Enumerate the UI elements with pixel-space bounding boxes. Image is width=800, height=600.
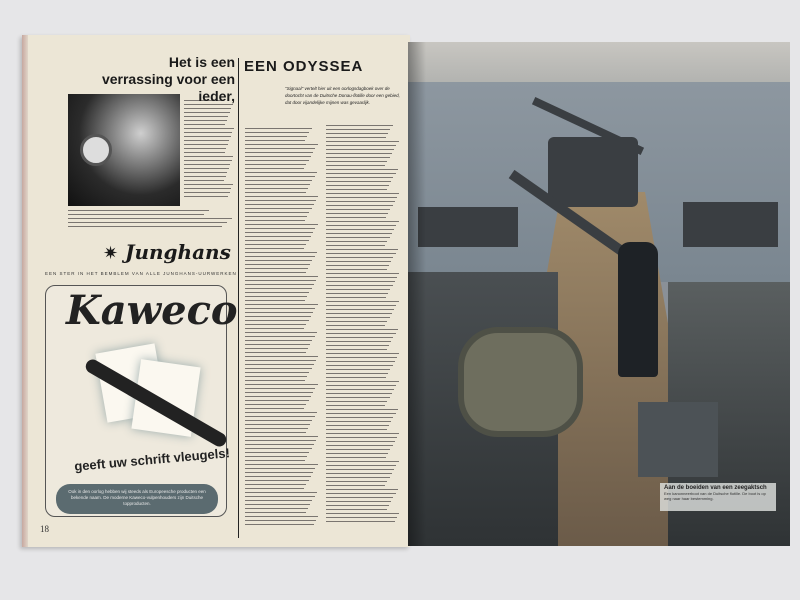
text-line xyxy=(326,249,398,250)
text-line xyxy=(326,413,396,414)
text-line xyxy=(326,153,392,154)
text-line xyxy=(184,188,231,189)
text-line xyxy=(184,148,226,149)
text-line xyxy=(245,192,306,193)
text-line xyxy=(326,129,390,130)
page-gutter-shadow xyxy=(408,42,426,546)
text-line xyxy=(245,172,317,173)
text-line xyxy=(245,336,315,337)
text-line xyxy=(326,461,399,462)
text-line xyxy=(326,209,390,210)
article-column-2 xyxy=(326,125,400,525)
text-line xyxy=(326,313,392,314)
text-line xyxy=(245,500,312,501)
text-line xyxy=(245,428,308,429)
text-line xyxy=(245,220,305,221)
article-intro xyxy=(285,85,400,106)
text-line xyxy=(326,221,399,222)
text-line xyxy=(326,437,397,438)
text-line xyxy=(326,329,398,330)
text-line xyxy=(326,281,395,282)
text-line xyxy=(68,218,232,219)
text-line xyxy=(245,260,312,261)
text-line xyxy=(184,184,233,185)
text-line xyxy=(245,496,315,497)
text-line xyxy=(326,137,386,138)
text-line xyxy=(245,476,311,477)
text-line xyxy=(326,349,387,350)
deck-structure xyxy=(418,207,518,247)
text-line xyxy=(245,132,309,133)
text-line xyxy=(245,348,308,349)
clock-icon xyxy=(80,134,112,166)
text-line xyxy=(326,513,399,514)
gun-turret xyxy=(548,137,638,207)
text-line xyxy=(245,440,316,441)
text-line xyxy=(326,421,391,422)
text-line xyxy=(184,176,226,177)
text-line xyxy=(245,480,309,481)
text-line xyxy=(184,196,228,197)
text-line xyxy=(326,393,392,394)
junghans-body-text-bottom xyxy=(68,210,234,230)
text-line xyxy=(184,144,228,145)
text-line xyxy=(245,360,316,361)
kaweco-footer: Ook in den oorlog hebben wij steeds als Europeesche producten een bekende naam. De moderne Kaweco-vulpenhouders zijn Duitsche topproducten. xyxy=(56,484,218,514)
text-line xyxy=(245,288,312,289)
text-line xyxy=(326,257,393,258)
text-line xyxy=(245,136,307,137)
text-line xyxy=(245,520,316,521)
text-line xyxy=(326,193,399,194)
text-line xyxy=(245,472,313,473)
text-line xyxy=(326,509,387,510)
text-line xyxy=(326,433,399,434)
text-line xyxy=(245,168,304,169)
text-line xyxy=(326,237,390,238)
text-line xyxy=(245,368,312,369)
text-line xyxy=(326,477,390,478)
text-line xyxy=(245,160,309,161)
text-line xyxy=(326,173,396,174)
text-line xyxy=(245,508,308,509)
text-line xyxy=(326,489,398,490)
text-line xyxy=(326,449,390,450)
text-line xyxy=(326,149,394,150)
text-line xyxy=(245,208,312,209)
text-line xyxy=(326,217,386,218)
text-line xyxy=(326,425,389,426)
text-line xyxy=(326,369,390,370)
text-line xyxy=(245,128,312,129)
text-line xyxy=(245,316,311,317)
text-line xyxy=(326,441,395,442)
text-line xyxy=(245,376,307,377)
text-line xyxy=(326,377,386,378)
text-line xyxy=(326,345,389,346)
text-line xyxy=(245,448,312,449)
text-line xyxy=(245,216,307,217)
text-line xyxy=(245,276,318,277)
text-line xyxy=(326,325,385,326)
kaweco-slogan: geeft uw schrift vleugels! xyxy=(73,445,231,474)
text-line xyxy=(245,284,314,285)
text-line xyxy=(326,225,396,226)
text-line xyxy=(326,293,388,294)
text-line xyxy=(245,240,309,241)
text-line xyxy=(245,352,306,353)
text-line xyxy=(245,324,306,325)
page-edge xyxy=(22,35,28,547)
text-line xyxy=(326,457,386,458)
text-line xyxy=(326,497,393,498)
text-line xyxy=(326,493,396,494)
hatch xyxy=(638,402,718,477)
article-column-1 xyxy=(245,128,319,528)
text-line xyxy=(184,116,228,117)
text-line xyxy=(326,233,392,234)
caption-title: Aan de boeiden van een zeegaktsch xyxy=(664,485,767,491)
text-line xyxy=(245,152,313,153)
text-line xyxy=(245,392,313,393)
text-line xyxy=(245,300,305,301)
text-line xyxy=(184,164,230,165)
text-line xyxy=(245,400,309,401)
text-line xyxy=(326,317,390,318)
text-line xyxy=(245,396,311,397)
text-line xyxy=(245,184,310,185)
text-line xyxy=(184,120,227,121)
text-line xyxy=(326,169,398,170)
text-line xyxy=(245,340,312,341)
text-line xyxy=(326,365,393,366)
text-line xyxy=(245,408,304,409)
text-line xyxy=(326,241,387,242)
text-line xyxy=(68,214,204,215)
text-line xyxy=(68,226,222,227)
text-line xyxy=(245,372,309,373)
text-line xyxy=(245,404,306,405)
text-line xyxy=(245,156,311,157)
text-line xyxy=(245,424,310,425)
text-line xyxy=(326,389,394,390)
text-line xyxy=(245,488,304,489)
text-line xyxy=(326,277,397,278)
text-line xyxy=(245,492,317,493)
text-line xyxy=(326,177,393,178)
text-line xyxy=(245,264,310,265)
text-line xyxy=(326,505,389,506)
text-line xyxy=(326,333,396,334)
text-line xyxy=(245,388,315,389)
text-line xyxy=(245,512,306,513)
text-line xyxy=(326,445,393,446)
text-line xyxy=(184,168,229,169)
junghans-star-icon: ✷ xyxy=(103,243,119,263)
text-line xyxy=(245,452,309,453)
text-line xyxy=(326,141,399,142)
text-line xyxy=(184,124,225,125)
text-line xyxy=(326,245,385,246)
text-line xyxy=(245,244,306,245)
junghans-headline: Het is een verrassing voor een ieder, xyxy=(101,54,235,104)
text-line xyxy=(245,460,305,461)
text-line xyxy=(245,312,313,313)
text-line xyxy=(245,236,311,237)
text-line xyxy=(326,469,394,470)
text-line xyxy=(245,328,304,329)
text-line xyxy=(245,144,318,145)
inflatable-dinghy xyxy=(458,327,583,437)
text-line xyxy=(326,181,391,182)
text-line xyxy=(326,145,396,146)
text-line xyxy=(326,473,392,474)
text-line xyxy=(326,465,396,466)
text-line xyxy=(326,265,389,266)
text-line xyxy=(245,248,304,249)
text-line xyxy=(245,332,317,333)
text-line xyxy=(245,256,315,257)
text-line xyxy=(245,516,318,517)
text-line xyxy=(326,297,386,298)
text-line xyxy=(245,228,315,229)
text-line xyxy=(326,213,388,214)
text-line xyxy=(326,269,387,270)
text-line xyxy=(245,524,314,525)
text-line xyxy=(245,456,307,457)
text-line xyxy=(245,272,306,273)
text-line xyxy=(184,172,227,173)
text-line xyxy=(326,205,393,206)
caption-text: Een kanonneerboot van de Duitsche flotille. De boot is op weg naar haar bestemming. xyxy=(664,491,766,501)
text-line xyxy=(326,273,399,274)
text-line xyxy=(245,432,306,433)
text-line xyxy=(326,361,395,362)
text-line xyxy=(245,344,310,345)
text-line xyxy=(245,176,315,177)
text-line xyxy=(184,136,231,137)
text-line xyxy=(245,232,313,233)
text-line xyxy=(245,504,310,505)
text-line xyxy=(245,164,306,165)
text-line xyxy=(326,197,397,198)
text-line xyxy=(184,140,229,141)
text-line xyxy=(245,436,318,437)
text-line xyxy=(245,304,318,305)
text-line xyxy=(326,405,385,406)
text-line xyxy=(326,485,385,486)
text-line xyxy=(326,165,385,166)
text-line xyxy=(326,133,388,134)
text-line xyxy=(245,308,315,309)
text-line xyxy=(184,128,234,129)
text-line xyxy=(245,280,316,281)
deck-structure xyxy=(683,202,778,247)
text-line xyxy=(245,412,317,413)
text-line xyxy=(326,409,398,410)
text-line xyxy=(245,420,312,421)
text-line xyxy=(245,204,314,205)
text-line xyxy=(326,157,390,158)
text-line xyxy=(245,380,305,381)
text-line xyxy=(326,429,387,430)
text-line xyxy=(326,189,387,190)
text-line xyxy=(326,309,394,310)
page-number: 18 xyxy=(40,524,49,534)
text-line xyxy=(326,401,387,402)
text-line xyxy=(245,296,307,297)
text-line xyxy=(326,417,393,418)
text-line xyxy=(326,353,399,354)
text-line xyxy=(245,468,315,469)
photo-caption xyxy=(660,483,776,511)
text-line xyxy=(326,285,393,286)
text-line xyxy=(245,292,309,293)
text-line xyxy=(326,261,391,262)
text-line xyxy=(184,108,231,109)
column-divider xyxy=(238,58,239,538)
text-line xyxy=(184,192,230,193)
text-line xyxy=(184,152,225,153)
junghans-ad-photo xyxy=(68,94,180,206)
text-line xyxy=(245,384,318,385)
article-title: EEN ODYSSEA xyxy=(244,58,364,75)
text-line xyxy=(326,185,389,186)
text-line xyxy=(245,200,316,201)
text-line xyxy=(326,201,395,202)
text-line xyxy=(245,140,305,141)
kaweco-ad xyxy=(45,285,238,517)
text-line xyxy=(326,521,395,522)
text-line xyxy=(68,210,209,211)
text-line xyxy=(68,222,227,223)
text-line xyxy=(245,180,312,181)
sailor-figure xyxy=(618,242,658,377)
text-line xyxy=(245,464,318,465)
text-line xyxy=(245,320,309,321)
text-line xyxy=(326,357,397,358)
text-line xyxy=(245,252,317,253)
text-line xyxy=(326,453,388,454)
text-line xyxy=(245,444,314,445)
text-line xyxy=(184,156,233,157)
text-line xyxy=(245,484,306,485)
text-line xyxy=(326,501,391,502)
text-line xyxy=(184,132,232,133)
text-line xyxy=(326,253,396,254)
text-line xyxy=(326,229,394,230)
text-line xyxy=(245,212,309,213)
text-line xyxy=(245,416,315,417)
text-line xyxy=(184,180,224,181)
text-line xyxy=(326,397,390,398)
text-line xyxy=(326,289,390,290)
text-line xyxy=(245,268,308,269)
text-line xyxy=(326,481,387,482)
junghans-logo: Junghans xyxy=(125,240,231,264)
text-line xyxy=(245,196,318,197)
text-line xyxy=(245,364,314,365)
article-intro-text: "Signaal" vertelt hier uit een oorlogsdagboek over de doortocht van de Duitsche Donau-flotille door een gebied, dat door vijandelijke mijnen was gevaarlijk. xyxy=(285,86,400,105)
text-line xyxy=(326,301,399,302)
text-line xyxy=(326,161,387,162)
text-line xyxy=(326,385,396,386)
text-line xyxy=(245,356,318,357)
junghans-tagline: EEN STER IN HET BEMBLEM VAN ALLE JUNGHANS-UURWERKEN xyxy=(45,271,237,276)
text-line xyxy=(326,125,393,126)
text-line xyxy=(326,381,399,382)
text-line xyxy=(184,160,232,161)
text-line xyxy=(245,224,318,225)
text-line xyxy=(326,341,391,342)
text-line xyxy=(326,337,393,338)
text-line xyxy=(326,305,396,306)
kaweco-logo: Kaweco xyxy=(66,287,238,334)
text-line xyxy=(326,321,387,322)
text-line xyxy=(326,373,388,374)
text-line xyxy=(184,112,230,113)
text-line xyxy=(245,188,308,189)
text-line xyxy=(245,148,315,149)
right-page-photo xyxy=(408,42,790,546)
text-line xyxy=(326,517,397,518)
junghans-body-text xyxy=(184,100,234,200)
